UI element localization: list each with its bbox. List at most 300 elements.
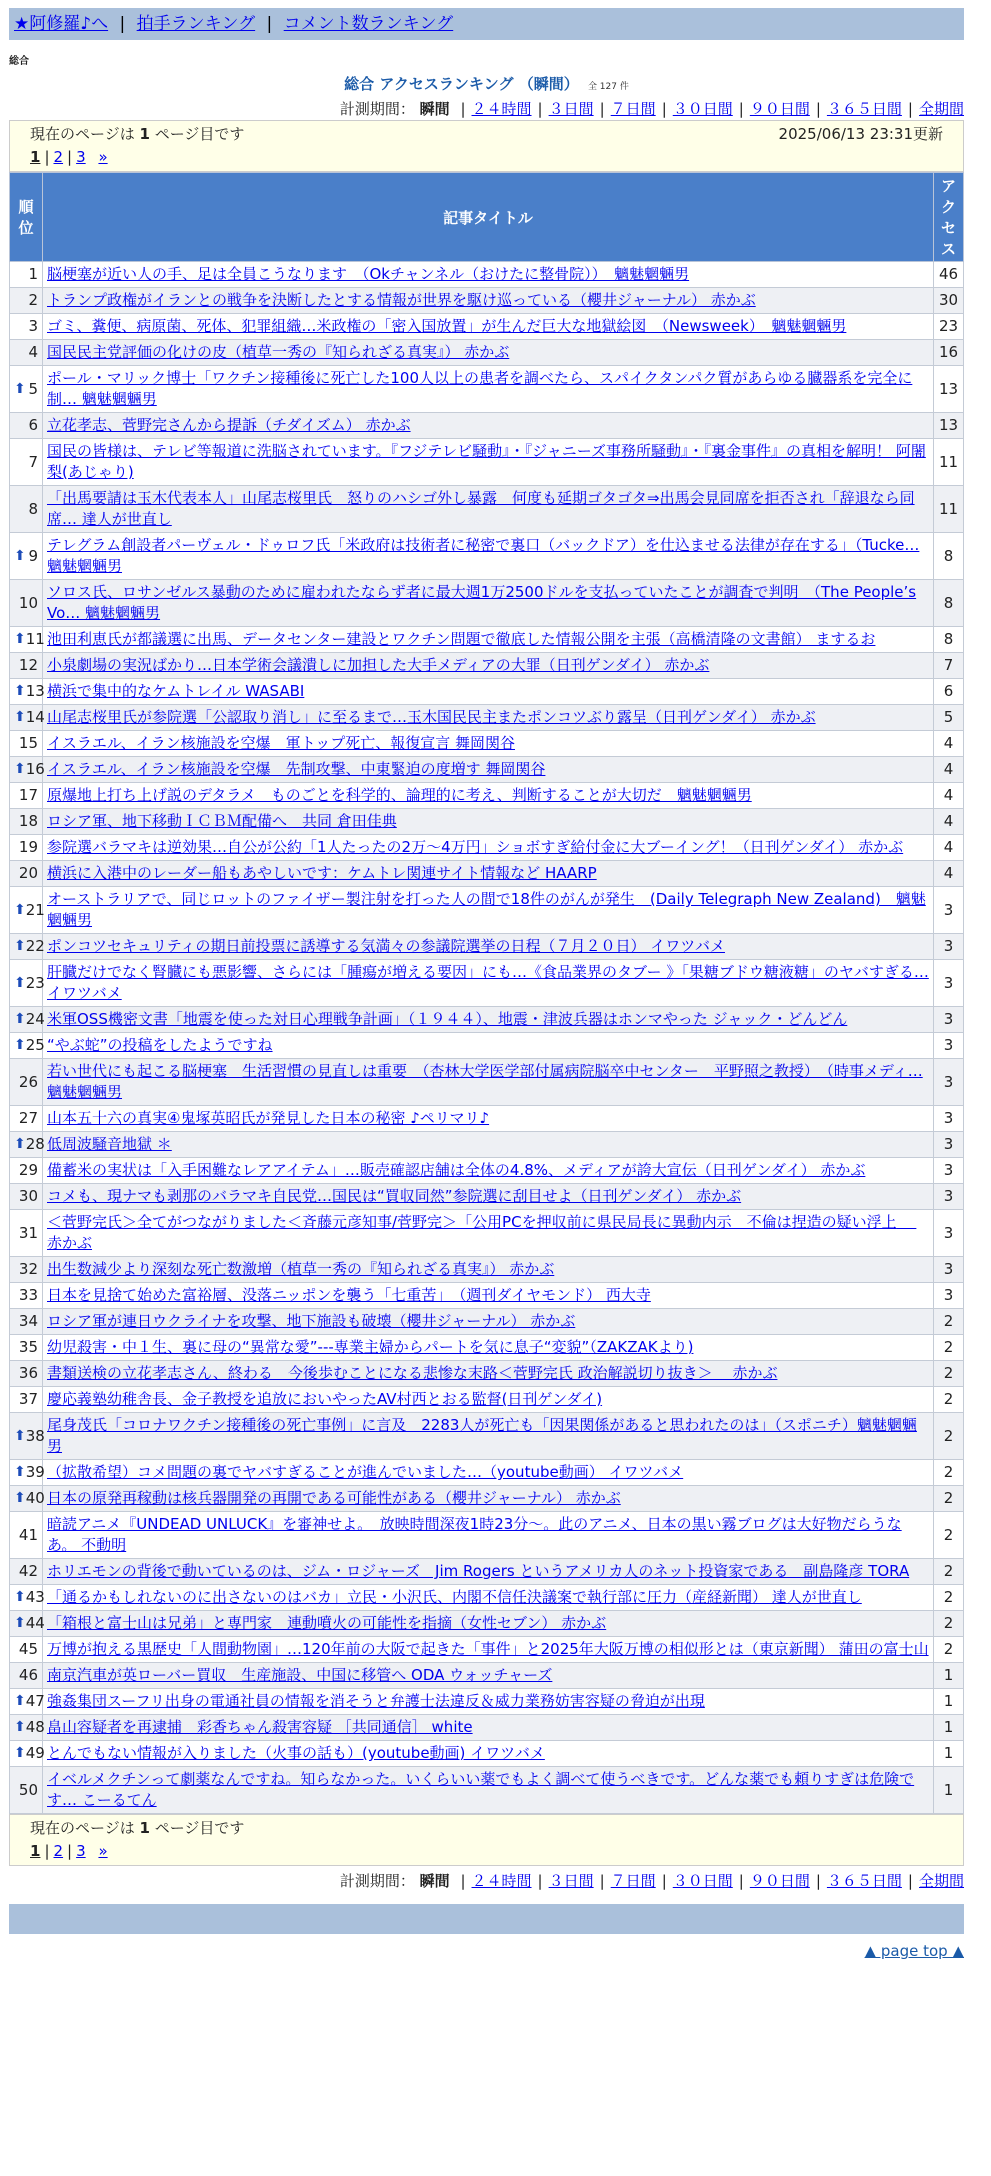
period-link[interactable]: ３日間 [548, 100, 594, 118]
title-cell [43, 861, 934, 887]
table-row [10, 1663, 964, 1689]
article-link[interactable]: コメも、現ナマも剥那のバラマキ自民党…国民は“買収同然”参院選に刮目せよ（日刊ゲンダイ） 赤かぶ [47, 1187, 742, 1205]
period-link[interactable]: ３６５日間 [826, 100, 902, 118]
rank-number: 1 [28, 265, 38, 283]
title-cell [43, 1486, 934, 1512]
page-top-link[interactable]: ▲ page top ▲ [864, 1942, 964, 1960]
article-link[interactable]: 「箱根と富士山は兄弟」と専門家 連動噴火の可能性を指摘（女性セブン） 赤かぶ [47, 1614, 607, 1632]
access-count: 1 [934, 1741, 964, 1767]
article-link[interactable]: ポール・マリック博士「ワクチン接種後に死亡した100人以上の患者を調べたら、スパイクタンパク質があらゆる臓器系を完全に制… 魑魅魍魎男 [47, 369, 913, 408]
table-row [10, 1184, 964, 1210]
period-link[interactable]: ９０日間 [749, 1872, 810, 1890]
rank-up-arrow-icon: ⬆ [14, 1719, 26, 1735]
rank-cell [10, 486, 43, 533]
rank-cell [10, 627, 43, 653]
rank-number: 2 [28, 291, 38, 309]
table-row [10, 1132, 964, 1158]
title-cell [43, 1059, 934, 1106]
rank-up-arrow-icon: ⬆ [14, 1464, 26, 1480]
rank-cell [10, 783, 43, 809]
access-count: 3 [934, 1033, 964, 1059]
rank-cell [10, 1257, 43, 1283]
title-cell [43, 960, 934, 1007]
table-row [10, 1715, 964, 1741]
table-row [10, 262, 964, 288]
access-count: 3 [934, 1257, 964, 1283]
rank-number: 10 [18, 593, 38, 612]
access-count: 4 [934, 835, 964, 861]
pager-bottom [9, 1814, 964, 1866]
article-link[interactable]: 肝臓だけでなく腎臓にも悪影響、さらには「腫瘍が増える要因」にも…《食品業界のタブー 》「果糖ブドウ糖液糖」のヤバすぎる… イワツバメ [47, 963, 929, 1002]
rank-cell [10, 1283, 43, 1309]
article-link[interactable]: 小泉劇場の実況ばかり…日本学術会議潰しに加担した大手メディアの大罪（日刊ゲンダイ） 赤かぶ [47, 656, 710, 674]
access-count: 8 [934, 533, 964, 580]
table-row [10, 1361, 964, 1387]
rank-number: 21 [25, 900, 45, 919]
table-row [10, 960, 964, 1007]
period-link[interactable]: ７日間 [610, 1872, 656, 1890]
period-link[interactable]: 全期間 [918, 100, 964, 118]
article-link[interactable]: 国民の皆様は、テレビ等報道に洗脳されています。『フジテレビ騒動』・『ジャニーズ事務所騒動』・『裏金事件』の真相を解明！ 阿闍梨(あじゃり) [47, 442, 926, 481]
article-link[interactable]: 万博が抱える黒歴史「人間動物園」…120年前の大阪で起きた「事件」と2025年大阪万博の相似形とは（東京新聞） 蒲田の富士山 [47, 1640, 929, 1658]
title-cell [43, 653, 934, 679]
period-link[interactable]: ７日間 [610, 100, 656, 118]
access-count: 8 [934, 580, 964, 627]
rank-up-arrow-icon: ⬆ [14, 1615, 26, 1631]
article-link[interactable]: ソロス氏、ロサンゼルス暴動のために雇われたならず者に最大週1万2500ドルを支払っていたことが調査で判明 （The People’s Vo… 魑魅魍魎男 [47, 583, 917, 622]
rank-number: 46 [18, 1666, 38, 1684]
title-cell [43, 1741, 934, 1767]
rank-number: 27 [18, 1109, 38, 1127]
period-link[interactable]: 全期間 [918, 1872, 964, 1890]
rank-cell [10, 580, 43, 627]
table-row [10, 679, 964, 705]
page-separator: | [44, 1842, 50, 1860]
title-cell [43, 1585, 934, 1611]
title-cell [43, 783, 934, 809]
rank-cell [10, 1309, 43, 1335]
article-link[interactable]: 池田利恵氏が都議選に出馬、データセンター建設とワクチン問題で徹底した情報公開を主張（高橋清隆の文書館） まするお [47, 630, 876, 648]
page-separator: | [67, 1842, 73, 1860]
article-link[interactable]: 日本の原発再稼動は核兵器開発の再開である可能性がある（櫻井ジャーナル） 赤かぶ [47, 1489, 621, 1507]
rank-number: 29 [18, 1161, 38, 1179]
top-nav [9, 8, 964, 40]
period-selector-bottom [9, 1870, 964, 1892]
table-row [10, 1283, 964, 1309]
home-link[interactable]: ★阿修羅♪へ [14, 14, 109, 34]
title-cell [43, 1033, 934, 1059]
title-cell [43, 1309, 934, 1335]
rank-cell [10, 533, 43, 580]
title-cell [43, 809, 934, 835]
article-link[interactable]: 横浜に入港中のレーダー船もあやしいです：ケムトレ関連サイト情報など HAARP [47, 864, 597, 882]
period-separator: | [907, 1872, 913, 1890]
period-separator: | [738, 100, 744, 118]
title-cell [43, 1637, 934, 1663]
rank-number: 11 [25, 630, 45, 648]
rank-cell [10, 340, 43, 366]
table-row [10, 580, 964, 627]
rank-cell [10, 1210, 43, 1257]
bottom-bar [9, 1904, 964, 1934]
category-label: 総合 [9, 56, 29, 67]
title-cell [43, 1283, 934, 1309]
rank-up-arrow-icon: ⬆ [14, 547, 26, 564]
next-page-link[interactable]: » [98, 148, 108, 166]
period-link[interactable]: ２４時間 [471, 1872, 532, 1890]
rank-number: 39 [25, 1463, 45, 1481]
title-cell [43, 1361, 934, 1387]
rank-cell [10, 1335, 43, 1361]
article-link[interactable]: 国民民主党評価の化けの皮（植草一秀の『知られざる真実』） 赤かぶ [47, 343, 510, 361]
rank-up-arrow-icon: ⬆ [14, 631, 26, 647]
table-row [10, 340, 964, 366]
title-cell [43, 835, 934, 861]
comment-ranking-link[interactable]: コメント数ランキング [283, 14, 454, 34]
article-link[interactable]: 暗読アニメ『UNDEAD UNLUCK』を審神せよ。 放映時間深夜1時23分〜。此のアニメ、日本の黒い霧ブログは大好物だらうなあ。 不動明 [47, 1515, 902, 1554]
period-link[interactable]: ３６５日間 [826, 1872, 902, 1890]
access-count: 3 [934, 1210, 964, 1257]
table-row [10, 835, 964, 861]
article-link[interactable]: 備蓄米の実状は「入手困難なレアアイテム」…販売確認店舗は全体の4.8%、メディアが誇大宣伝（日刊ゲンダイ） 赤かぶ [47, 1161, 866, 1179]
rank-number: 24 [25, 1010, 45, 1028]
article-link[interactable]: 「出馬要請は玉木代表本人」山尾志桜里氏 怒りのハシゴ外し暴露 何度も延期ゴタゴタ⇒出馬会見同席を拒否され「辞退なら同席… 達人が世直し [47, 489, 915, 528]
table-row [10, 1335, 964, 1361]
rank-cell [10, 1611, 43, 1637]
title-cell [43, 366, 934, 413]
article-link[interactable]: イスラエル、イラン核施設を空爆 先制攻撃、中東緊迫の度増す 舞岡関谷 [47, 760, 546, 778]
article-link[interactable]: 強姦集団スーフリ出身の電通社員の情報を消そうと弁護士法違反＆威力業務妨害容疑の脅迫が出現 [47, 1692, 705, 1710]
access-count: 23 [934, 314, 964, 340]
article-link[interactable]: ポンコツセキュリティの期日前投票に誘導する気満々の参議院選挙の日程（７月２０日） イワツバメ [47, 937, 725, 955]
title-cell [43, 1106, 934, 1132]
access-count: 2 [934, 1637, 964, 1663]
rank-number: 9 [28, 546, 38, 565]
article-link[interactable]: 「通るかもしれないのに出さないのはバカ」立民・小沢氏、内閣不信任決議案で執行部に圧力（産経新聞） 達人が世直し [47, 1588, 862, 1606]
access-count: 3 [934, 1283, 964, 1309]
article-link[interactable]: 書類送検の立花孝志さん、終わる 今後歩むことになる悲惨な末路＜菅野完氏 政治解説切り抜き＞ 赤かぶ [47, 1364, 778, 1382]
table-row [10, 1460, 964, 1486]
table-row [10, 1257, 964, 1283]
title-cell [43, 1715, 934, 1741]
rank-up-arrow-icon: ⬆ [14, 1693, 26, 1709]
table-row [10, 1059, 964, 1106]
title-cell [43, 262, 934, 288]
col-title-header: 記事タイトル [43, 173, 934, 262]
period-current: 瞬間 [419, 1872, 450, 1890]
rank-cell [10, 366, 43, 413]
page-current: 1 [30, 1842, 41, 1860]
access-count: 2 [934, 1512, 964, 1559]
article-link[interactable]: イスラエル、イラン核施設を空爆 軍トップ死亡、報復宣言 舞岡関谷 [47, 734, 515, 752]
article-link[interactable]: 原爆地上打ち上げ説のデタラメ ものごとを科学的、論理的に考え、判断することが大切だ 魑魅魍魎男 [47, 786, 752, 804]
article-link[interactable]: 南京汽車が英ローバー買収 生産施設、中国に移管へ ODA ウォッチャーズ [47, 1666, 553, 1684]
page-links [30, 1839, 943, 1863]
rank-cell [10, 1637, 43, 1663]
rank-cell [10, 960, 43, 1007]
article-link[interactable]: 山尾志桜里氏が参院選「公認取り消し」に至るまで…玉木国民民主またポンコツぶり露呈（日刊ゲンダイ） 赤かぶ [47, 708, 816, 726]
table-row [10, 809, 964, 835]
table-row [10, 1106, 964, 1132]
page-link[interactable]: 3 [76, 1842, 86, 1860]
rank-up-arrow-icon: ⬆ [14, 1745, 26, 1761]
rank-number: 36 [18, 1364, 38, 1382]
total-count: 全 127 件 [587, 82, 629, 92]
rank-number: 38 [25, 1426, 45, 1445]
article-link[interactable]: 山本五十六の真実④鬼塚英昭氏が発見した日本の秘密 ♪ペリマリ♪ [47, 1109, 490, 1127]
title-cell [43, 1413, 934, 1460]
article-link[interactable]: とんでもない情報が入りました（火事の話も）(youtube動画) イワツバメ [47, 1744, 545, 1762]
page-separator: | [44, 148, 50, 166]
rank-cell [10, 705, 43, 731]
title-cell [43, 1158, 934, 1184]
page-link[interactable]: 3 [76, 148, 86, 166]
title-cell [43, 887, 934, 934]
period-link[interactable]: ３０日間 [672, 100, 733, 118]
page-spacer [86, 1842, 99, 1860]
access-count: 1 [934, 1767, 964, 1814]
article-link[interactable]: （拡散希望）コメ問題の裏でヤバすぎることが進んでいました…（youtube動画） イワツバメ [47, 1463, 684, 1481]
title-cell [43, 1387, 934, 1413]
ranking-body [10, 262, 964, 1814]
article-link[interactable]: 幼児殺害・中１生、裏に母の“異常な愛”---専業主婦からパートを気に息子“変貌”（ZAKZAKより) [47, 1338, 694, 1356]
period-link[interactable]: ９０日間 [749, 100, 810, 118]
col-access-header: アクセス [934, 173, 964, 262]
access-count: 13 [934, 413, 964, 439]
title-cell [43, 1512, 934, 1559]
rank-number: 28 [25, 1135, 45, 1153]
article-link[interactable]: 立花孝志、菅野完さんから提訴（チダイズム） 赤かぶ [47, 416, 411, 434]
rank-up-arrow-icon: ⬆ [14, 974, 26, 991]
access-count: 3 [934, 1059, 964, 1106]
title-cell [43, 1210, 934, 1257]
rank-cell [10, 861, 43, 887]
table-row [10, 288, 964, 314]
title-cell [43, 679, 934, 705]
page-links [30, 145, 943, 169]
rank-cell [10, 1512, 43, 1559]
period-separator: | [599, 1872, 605, 1890]
article-link[interactable]: 脳梗塞が近い人の手、足は全員こうなります （Okチャンネル（おけたに整骨院）） 魑魅魍魎男 [47, 265, 690, 283]
rank-cell [10, 731, 43, 757]
rank-cell [10, 314, 43, 340]
title-cell [43, 413, 934, 439]
rank-cell [10, 413, 43, 439]
rank-up-arrow-icon: ⬆ [14, 1136, 26, 1152]
article-link[interactable]: ホリエモンの背後で動いているのは、ジム・ロジャーズ Jim Rogers というアメリカ人のネット投資家である 副島隆彦 TORA [47, 1562, 910, 1580]
rank-cell [10, 1413, 43, 1460]
table-row [10, 934, 964, 960]
clap-ranking-link[interactable]: 拍手ランキング [136, 14, 256, 34]
period-link[interactable]: ３日間 [548, 1872, 594, 1890]
rank-cell [10, 679, 43, 705]
rank-number: 19 [18, 838, 38, 856]
rank-number: 8 [28, 499, 38, 518]
article-link[interactable]: オーストラリアで、同じロットのファイザー製注射を打った人の間で18件のがんが発生 (Daily Telegraph New Zealand) 魑魅魍魎男 [47, 890, 926, 929]
access-count: 11 [934, 486, 964, 533]
rank-number: 40 [25, 1489, 45, 1507]
rank-up-arrow-icon: ⬆ [14, 1427, 26, 1444]
rank-up-arrow-icon: ⬆ [14, 683, 26, 699]
period-separator: | [460, 100, 466, 118]
table-row [10, 1387, 964, 1413]
rank-number: 13 [25, 682, 45, 700]
rank-cell [10, 1767, 43, 1814]
table-row [10, 1611, 964, 1637]
article-link[interactable]: 出生数減少より深刻な死亡数激増（植草一秀の『知られざる真実』） 赤かぶ [47, 1260, 555, 1278]
rank-cell [10, 1059, 43, 1106]
page-link[interactable]: 2 [53, 1842, 64, 1860]
period-separator: | [738, 1872, 744, 1890]
access-count: 4 [934, 861, 964, 887]
rank-number: 35 [18, 1338, 38, 1356]
table-row [10, 1741, 964, 1767]
access-count: 2 [934, 1387, 964, 1413]
table-row [10, 314, 964, 340]
rank-cell [10, 1663, 43, 1689]
rank-number: 12 [18, 656, 38, 674]
article-link[interactable]: トランプ政権がイランとの戦争を決断したとする情報が世界を駆け巡っている（櫻井ジャーナル） 赤かぶ [47, 291, 756, 309]
table-row [10, 1033, 964, 1059]
access-count: 2 [934, 1486, 964, 1512]
rank-cell [10, 1460, 43, 1486]
rank-number: 5 [28, 379, 38, 398]
period-selector-top [9, 98, 964, 120]
article-link[interactable]: イベルメクチンって劇薬なんですね。知らなかった。いくらいい薬でもよく調べて使うべきです。どんな薬でも頼りすぎは危険です… こーるてん [47, 1770, 915, 1809]
article-link[interactable]: 横浜で集中的なケムトレイル WASABI [47, 682, 305, 700]
rank-number: 32 [18, 1260, 38, 1278]
rank-number: 20 [18, 864, 38, 882]
article-link[interactable]: ロシア軍が連日ウクライナを攻撃、地下施設も破壊（櫻井ジャーナル） 赤かぶ [47, 1312, 576, 1330]
article-link[interactable]: 低周波騒音地獄 ＊ [47, 1135, 172, 1153]
article-link[interactable]: ロシア軍、地下移動ＩＣＢＭ配備へ 共同 倉田佳典 [47, 812, 397, 830]
table-row [10, 1585, 964, 1611]
rank-cell [10, 1689, 43, 1715]
rank-number: 45 [18, 1640, 38, 1658]
title-cell [43, 580, 934, 627]
article-link[interactable]: 日本を見捨て始めた富裕層、没落ニッポンを襲う「七重苦」 （週刊ダイヤモンド） 西大寺 [47, 1286, 651, 1304]
rank-cell [10, 262, 43, 288]
period-link[interactable]: ３０日間 [672, 1872, 733, 1890]
article-link[interactable]: 参院選バラマキは逆効果…自公が公約「1人たったの2万～4万円」ショボすぎ給付金に大ブーイング！（日刊ゲンダイ） 赤かぶ [47, 838, 904, 856]
article-link[interactable]: 尾身茂氏「コロナワクチン接種後の死亡事例」に言及 2283人が死亡も「因果関係があると思われたのは」（スポニチ）魑魅魍魎男 [47, 1416, 917, 1455]
period-link[interactable]: ２４時間 [471, 100, 532, 118]
access-count: 3 [934, 1106, 964, 1132]
period-separator: | [599, 100, 605, 118]
rank-up-arrow-icon: ⬆ [14, 709, 26, 725]
rank-number: 30 [18, 1187, 38, 1205]
rank-number: 50 [18, 1780, 38, 1799]
rank-cell [10, 1132, 43, 1158]
table-row [10, 1486, 964, 1512]
col-rank-header: 順位 [10, 173, 43, 262]
table-row [10, 1559, 964, 1585]
article-link[interactable]: 若い世代にも起こる脳梗塞 生活習慣の見直しは重要 （杏林大学医学部付属病院脳卒中センター 平野照之教授） （時事メディ… 魑魅魍魎男 [47, 1062, 923, 1101]
table-row [10, 783, 964, 809]
period-label: 計測期間： [339, 1872, 415, 1890]
rank-up-arrow-icon: ⬆ [14, 380, 26, 397]
title-cell [43, 1007, 934, 1033]
article-link[interactable]: テレグラム創設者パーヴェル・ドゥロフ氏「米政府は技術者に秘密で裏口（バックドア）を仕込ませる法律が存在する」（Tucke… 魑魅魍魎男 [47, 536, 920, 575]
rank-number: 23 [25, 973, 45, 992]
table-row [10, 413, 964, 439]
rank-cell [10, 934, 43, 960]
rank-up-arrow-icon: ⬆ [14, 1490, 26, 1506]
access-count: 3 [934, 934, 964, 960]
access-count: 4 [934, 757, 964, 783]
rank-number: 18 [18, 812, 38, 830]
rank-up-arrow-icon: ⬆ [14, 1589, 26, 1605]
rank-number: 31 [18, 1223, 38, 1242]
period-separator: | [907, 100, 913, 118]
rank-number: 33 [18, 1286, 38, 1304]
updated-timestamp: 2025/06/13 23:31更新 [778, 125, 943, 143]
access-count: 7 [934, 653, 964, 679]
access-count: 2 [934, 1413, 964, 1460]
table-row [10, 1007, 964, 1033]
rank-up-arrow-icon: ⬆ [14, 1011, 26, 1027]
article-link[interactable]: 慶応義塾幼稚舎長、金子教授を追放においやったAV村西とおる監督(日刊ゲンダイ) [47, 1390, 603, 1408]
table-row [10, 861, 964, 887]
article-link[interactable]: ＜菅野完氏＞全てがつながりました＜斉藤元彦知事/菅野完＞「公用PCを押収前に県民局長に異動内示 不倫は捏造の疑い浮上 赤かぶ [47, 1213, 917, 1252]
title-cell [43, 934, 934, 960]
rank-up-arrow-icon: ⬆ [14, 761, 26, 777]
rank-cell [10, 1585, 43, 1611]
title-cell [43, 1767, 934, 1814]
access-count: 4 [934, 731, 964, 757]
article-link[interactable]: “やぶ蛇”の投稿をしたようですね [47, 1036, 273, 1054]
article-link[interactable]: ゴミ、糞便、病原菌、死体、犯罪組織…米政権の「密入国放置」が生んだ巨大な地獄絵図 （Newsweek） 魑魅魍魎男 [47, 317, 847, 335]
rank-number: 14 [25, 708, 45, 726]
page-link[interactable]: 2 [53, 148, 64, 166]
title-cell [43, 1257, 934, 1283]
page-separator: | [67, 148, 73, 166]
period-separator: | [661, 1872, 667, 1890]
page-top-row [9, 1942, 964, 1960]
access-count: 13 [934, 366, 964, 413]
table-row [10, 1637, 964, 1663]
rank-up-arrow-icon: ⬆ [14, 938, 26, 954]
title-cell [43, 439, 934, 486]
rank-up-arrow-icon: ⬆ [14, 901, 26, 918]
title-cell [43, 1663, 934, 1689]
rank-cell [10, 1007, 43, 1033]
access-count: 3 [934, 960, 964, 1007]
rank-cell [10, 1486, 43, 1512]
title-cell [43, 1460, 934, 1486]
rank-cell [10, 439, 43, 486]
title-cell [43, 1184, 934, 1210]
pager-top [9, 120, 964, 172]
rank-number: 15 [18, 734, 38, 752]
title-cell [43, 1689, 934, 1715]
rank-number: 47 [25, 1692, 45, 1710]
rank-cell [10, 835, 43, 861]
rank-up-arrow-icon: ⬆ [14, 1037, 26, 1053]
rank-cell [10, 1741, 43, 1767]
title-cell [43, 314, 934, 340]
next-page-link[interactable]: » [98, 1842, 108, 1860]
access-count: 2 [934, 1309, 964, 1335]
access-count: 16 [934, 340, 964, 366]
table-row [10, 887, 964, 934]
access-count: 2 [934, 1335, 964, 1361]
title-cell [43, 1611, 934, 1637]
article-link[interactable]: 畠山容疑者を再逮捕 彩香ちゃん殺害容疑 ［共同通信］ white [47, 1718, 473, 1736]
table-row [10, 486, 964, 533]
access-count: 3 [934, 1158, 964, 1184]
article-link[interactable]: 米軍OSS機密文書「地震を使った対日心理戦争計画」（１９４４）、地震・津波兵器はホンマやった ジャック・どんどん [47, 1010, 848, 1028]
